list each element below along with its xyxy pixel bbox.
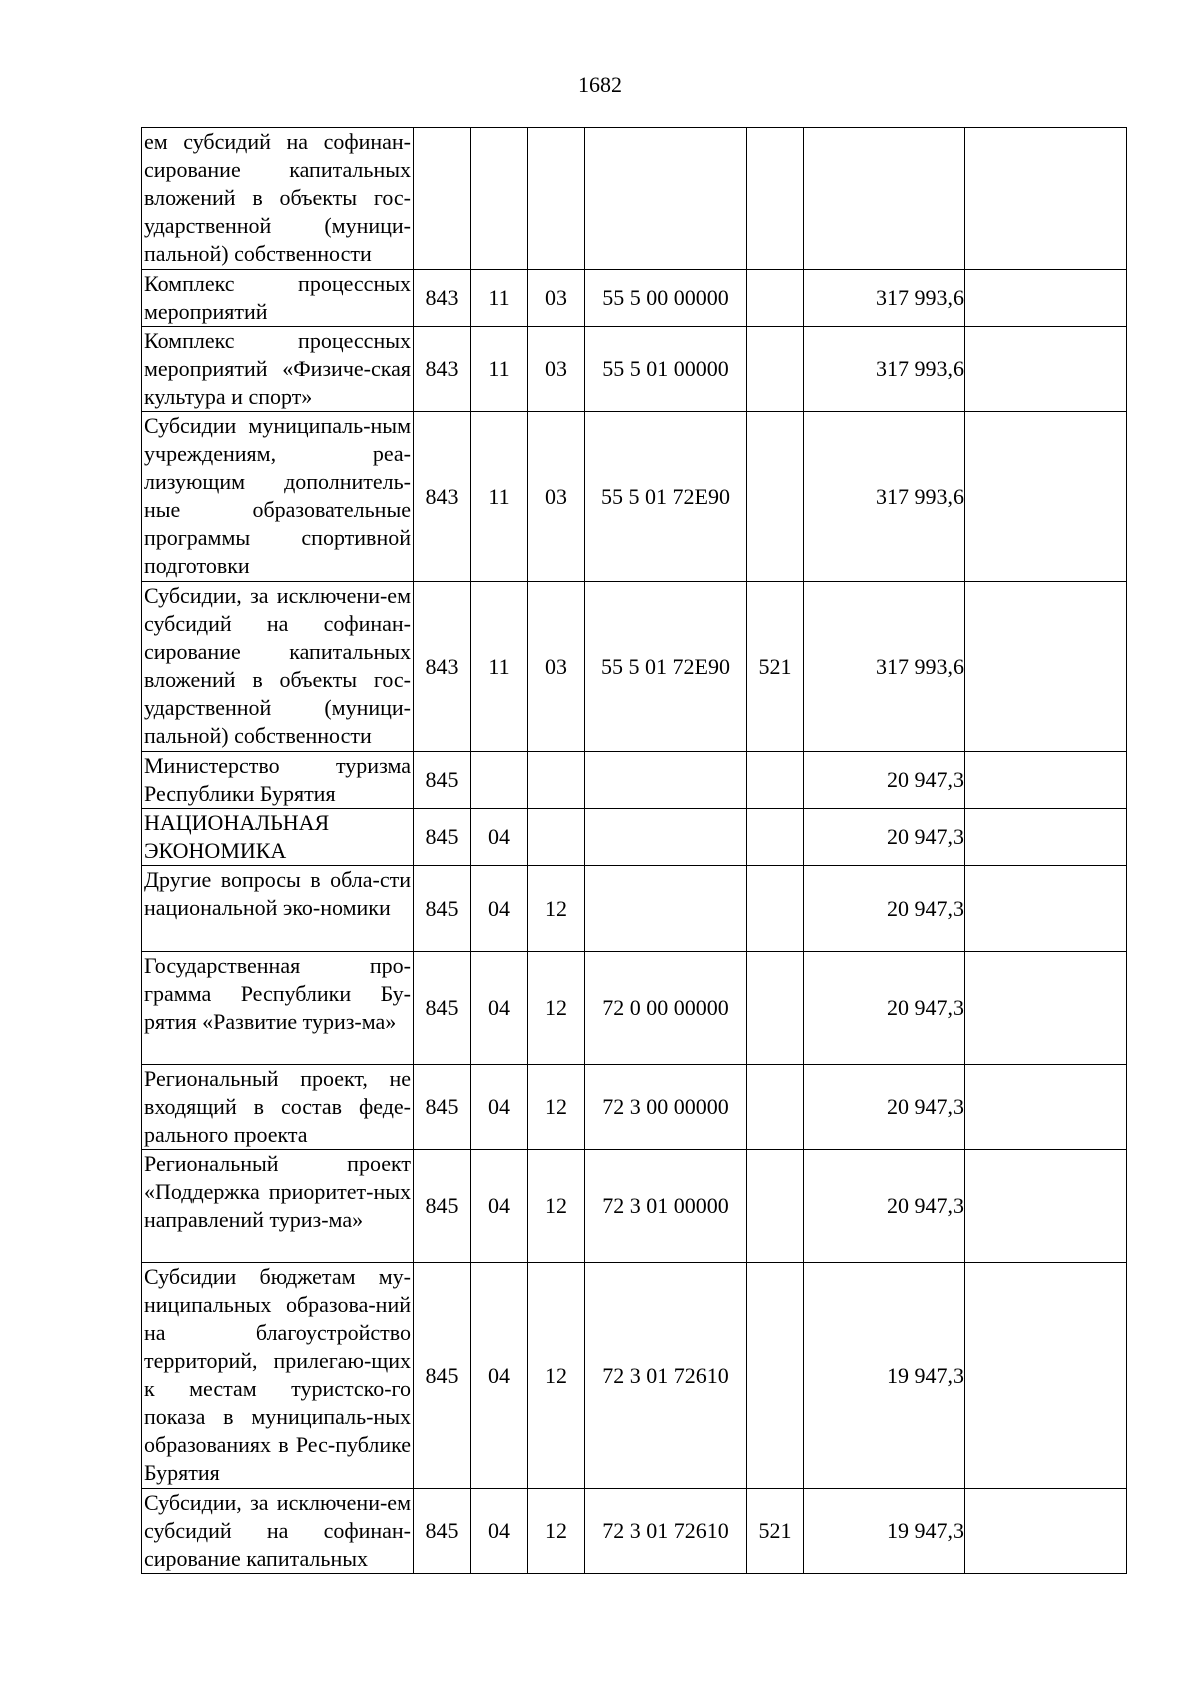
table-row: [142, 866, 1127, 952]
empty-cell: [965, 128, 1127, 270]
rz-cell: 04: [471, 1065, 528, 1150]
row-name-cell: Комплекс процессных мероприятий «Физиче-ская культура и спорт»: [142, 327, 414, 412]
gr-cell: 843: [414, 412, 471, 582]
vr-cell: [747, 952, 804, 1065]
empty-cell: [965, 1263, 1127, 1489]
row-name-cell: Государственная про-грамма Республики Бу-рятия «Развитие туриз-ма»: [142, 952, 414, 1065]
rz-cell: 04: [471, 952, 528, 1065]
empty-cell: [965, 1489, 1127, 1574]
empty-cell: [965, 412, 1127, 582]
pr-cell: 12: [528, 1065, 585, 1150]
empty-cell: [965, 582, 1127, 752]
sum-cell: [804, 128, 965, 270]
csr-cell: 55 5 01 00000: [585, 327, 747, 412]
sum-cell: 20 947,3: [804, 809, 965, 866]
rz-cell: 11: [471, 582, 528, 752]
pr-cell: 12: [528, 866, 585, 952]
gr-cell: 845: [414, 952, 471, 1065]
empty-cell: [965, 1150, 1127, 1263]
table-row: [142, 1065, 1127, 1150]
vr-cell: [747, 866, 804, 952]
gr-cell: 843: [414, 270, 471, 327]
empty-cell: [965, 327, 1127, 412]
vr-cell: [747, 809, 804, 866]
vr-cell: [747, 1065, 804, 1150]
csr-cell: 55 5 01 72Е90: [585, 582, 747, 752]
vr-cell: 521: [747, 1489, 804, 1574]
budget-table: [141, 127, 1127, 1574]
row-name-cell: Субсидии, за исключени-ем субсидий на софинан-сирование капитальных: [142, 1489, 414, 1574]
csr-cell: 55 5 00 00000: [585, 270, 747, 327]
table-row: [142, 327, 1127, 412]
rz-cell: 04: [471, 1489, 528, 1574]
vr-cell: [747, 412, 804, 582]
pr-cell: [528, 752, 585, 809]
page-number: 1682: [578, 72, 622, 97]
csr-cell: 72 0 00 00000: [585, 952, 747, 1065]
sum-cell: 20 947,3: [804, 752, 965, 809]
csr-cell: 55 5 01 72Е90: [585, 412, 747, 582]
row-name-cell: ем субсидий на софинан-сирование капитальных вложений в объекты гос-ударственной (муници-пальной) собственности: [142, 128, 414, 270]
gr-cell: 845: [414, 866, 471, 952]
pr-cell: [528, 809, 585, 866]
rz-cell: 04: [471, 1263, 528, 1489]
table-row: [142, 1489, 1127, 1574]
table-row: [142, 1263, 1127, 1489]
row-name-cell: Другие вопросы в обла-сти национальной эко-номики: [142, 866, 414, 952]
pr-cell: 12: [528, 1263, 585, 1489]
empty-cell: [965, 952, 1127, 1065]
pr-cell: 03: [528, 582, 585, 752]
gr-cell: 845: [414, 1263, 471, 1489]
vr-cell: [747, 1263, 804, 1489]
empty-cell: [965, 809, 1127, 866]
pr-cell: 12: [528, 1150, 585, 1263]
gr-cell: 845: [414, 1489, 471, 1574]
pr-cell: [528, 128, 585, 270]
table-row: [142, 952, 1127, 1065]
sum-cell: 19 947,3: [804, 1489, 965, 1574]
gr-cell: 843: [414, 582, 471, 752]
vr-cell: [747, 270, 804, 327]
rz-cell: 04: [471, 1150, 528, 1263]
row-name-cell: НАЦИОНАЛЬНАЯ ЭКОНОМИКА: [142, 809, 414, 866]
sum-cell: 20 947,3: [804, 866, 965, 952]
pr-cell: 03: [528, 327, 585, 412]
pr-cell: 12: [528, 952, 585, 1065]
row-name-cell: Министерство туризма Республики Бурятия: [142, 752, 414, 809]
sum-cell: 317 993,6: [804, 270, 965, 327]
pr-cell: 03: [528, 412, 585, 582]
rz-cell: 11: [471, 327, 528, 412]
table-row: [142, 412, 1127, 582]
empty-cell: [965, 270, 1127, 327]
rz-cell: 04: [471, 809, 528, 866]
pr-cell: 03: [528, 270, 585, 327]
row-name-cell: Субсидии бюджетам му-ниципальных образова-ний на благоустройство территорий, прилегаю-щих к местам туристско-го показа в муниципаль-ных образованиях в Рес-публике Бурятия: [142, 1263, 414, 1489]
sum-cell: 20 947,3: [804, 1065, 965, 1150]
table-row: [142, 809, 1127, 866]
row-name-cell: Комплекс процессных мероприятий: [142, 270, 414, 327]
empty-cell: [965, 1065, 1127, 1150]
csr-cell: 72 3 01 72610: [585, 1489, 747, 1574]
rz-cell: 04: [471, 866, 528, 952]
table-row: [142, 1150, 1127, 1263]
gr-cell: 845: [414, 1065, 471, 1150]
vr-cell: [747, 752, 804, 809]
sum-cell: 317 993,6: [804, 412, 965, 582]
table-row: [142, 128, 1127, 270]
sum-cell: 317 993,6: [804, 327, 965, 412]
empty-cell: [965, 752, 1127, 809]
empty-cell: [965, 866, 1127, 952]
csr-cell: 72 3 01 00000: [585, 1150, 747, 1263]
rz-cell: [471, 752, 528, 809]
csr-cell: [585, 128, 747, 270]
rz-cell: 11: [471, 412, 528, 582]
csr-cell: 72 3 00 00000: [585, 1065, 747, 1150]
gr-cell: 843: [414, 327, 471, 412]
csr-cell: [585, 752, 747, 809]
gr-cell: 845: [414, 809, 471, 866]
gr-cell: [414, 128, 471, 270]
table-row: [142, 752, 1127, 809]
vr-cell: [747, 128, 804, 270]
rz-cell: [471, 128, 528, 270]
row-name-cell: Субсидии муниципаль-ным учреждениям, реа-лизующим дополнитель-ные образовательные программы спортивной подготовки: [142, 412, 414, 582]
vr-cell: [747, 327, 804, 412]
table-row: [142, 582, 1127, 752]
vr-cell: 521: [747, 582, 804, 752]
table-row: [142, 270, 1127, 327]
gr-cell: 845: [414, 752, 471, 809]
row-name-cell: Субсидии, за исключени-ем субсидий на софинан-сирование капитальных вложений в объекты гос-ударственной (муници-пальной) собственности: [142, 582, 414, 752]
csr-cell: [585, 809, 747, 866]
rz-cell: 11: [471, 270, 528, 327]
row-name-cell: Региональный проект «Поддержка приоритет-ных направлений туриз-ма»: [142, 1150, 414, 1263]
csr-cell: [585, 866, 747, 952]
sum-cell: 19 947,3: [804, 1263, 965, 1489]
sum-cell: 317 993,6: [804, 582, 965, 752]
pr-cell: 12: [528, 1489, 585, 1574]
row-name-cell: Региональный проект, не входящий в состав феде-рального проекта: [142, 1065, 414, 1150]
gr-cell: 845: [414, 1150, 471, 1263]
sum-cell: 20 947,3: [804, 952, 965, 1065]
csr-cell: 72 3 01 72610: [585, 1263, 747, 1489]
vr-cell: [747, 1150, 804, 1263]
sum-cell: 20 947,3: [804, 1150, 965, 1263]
